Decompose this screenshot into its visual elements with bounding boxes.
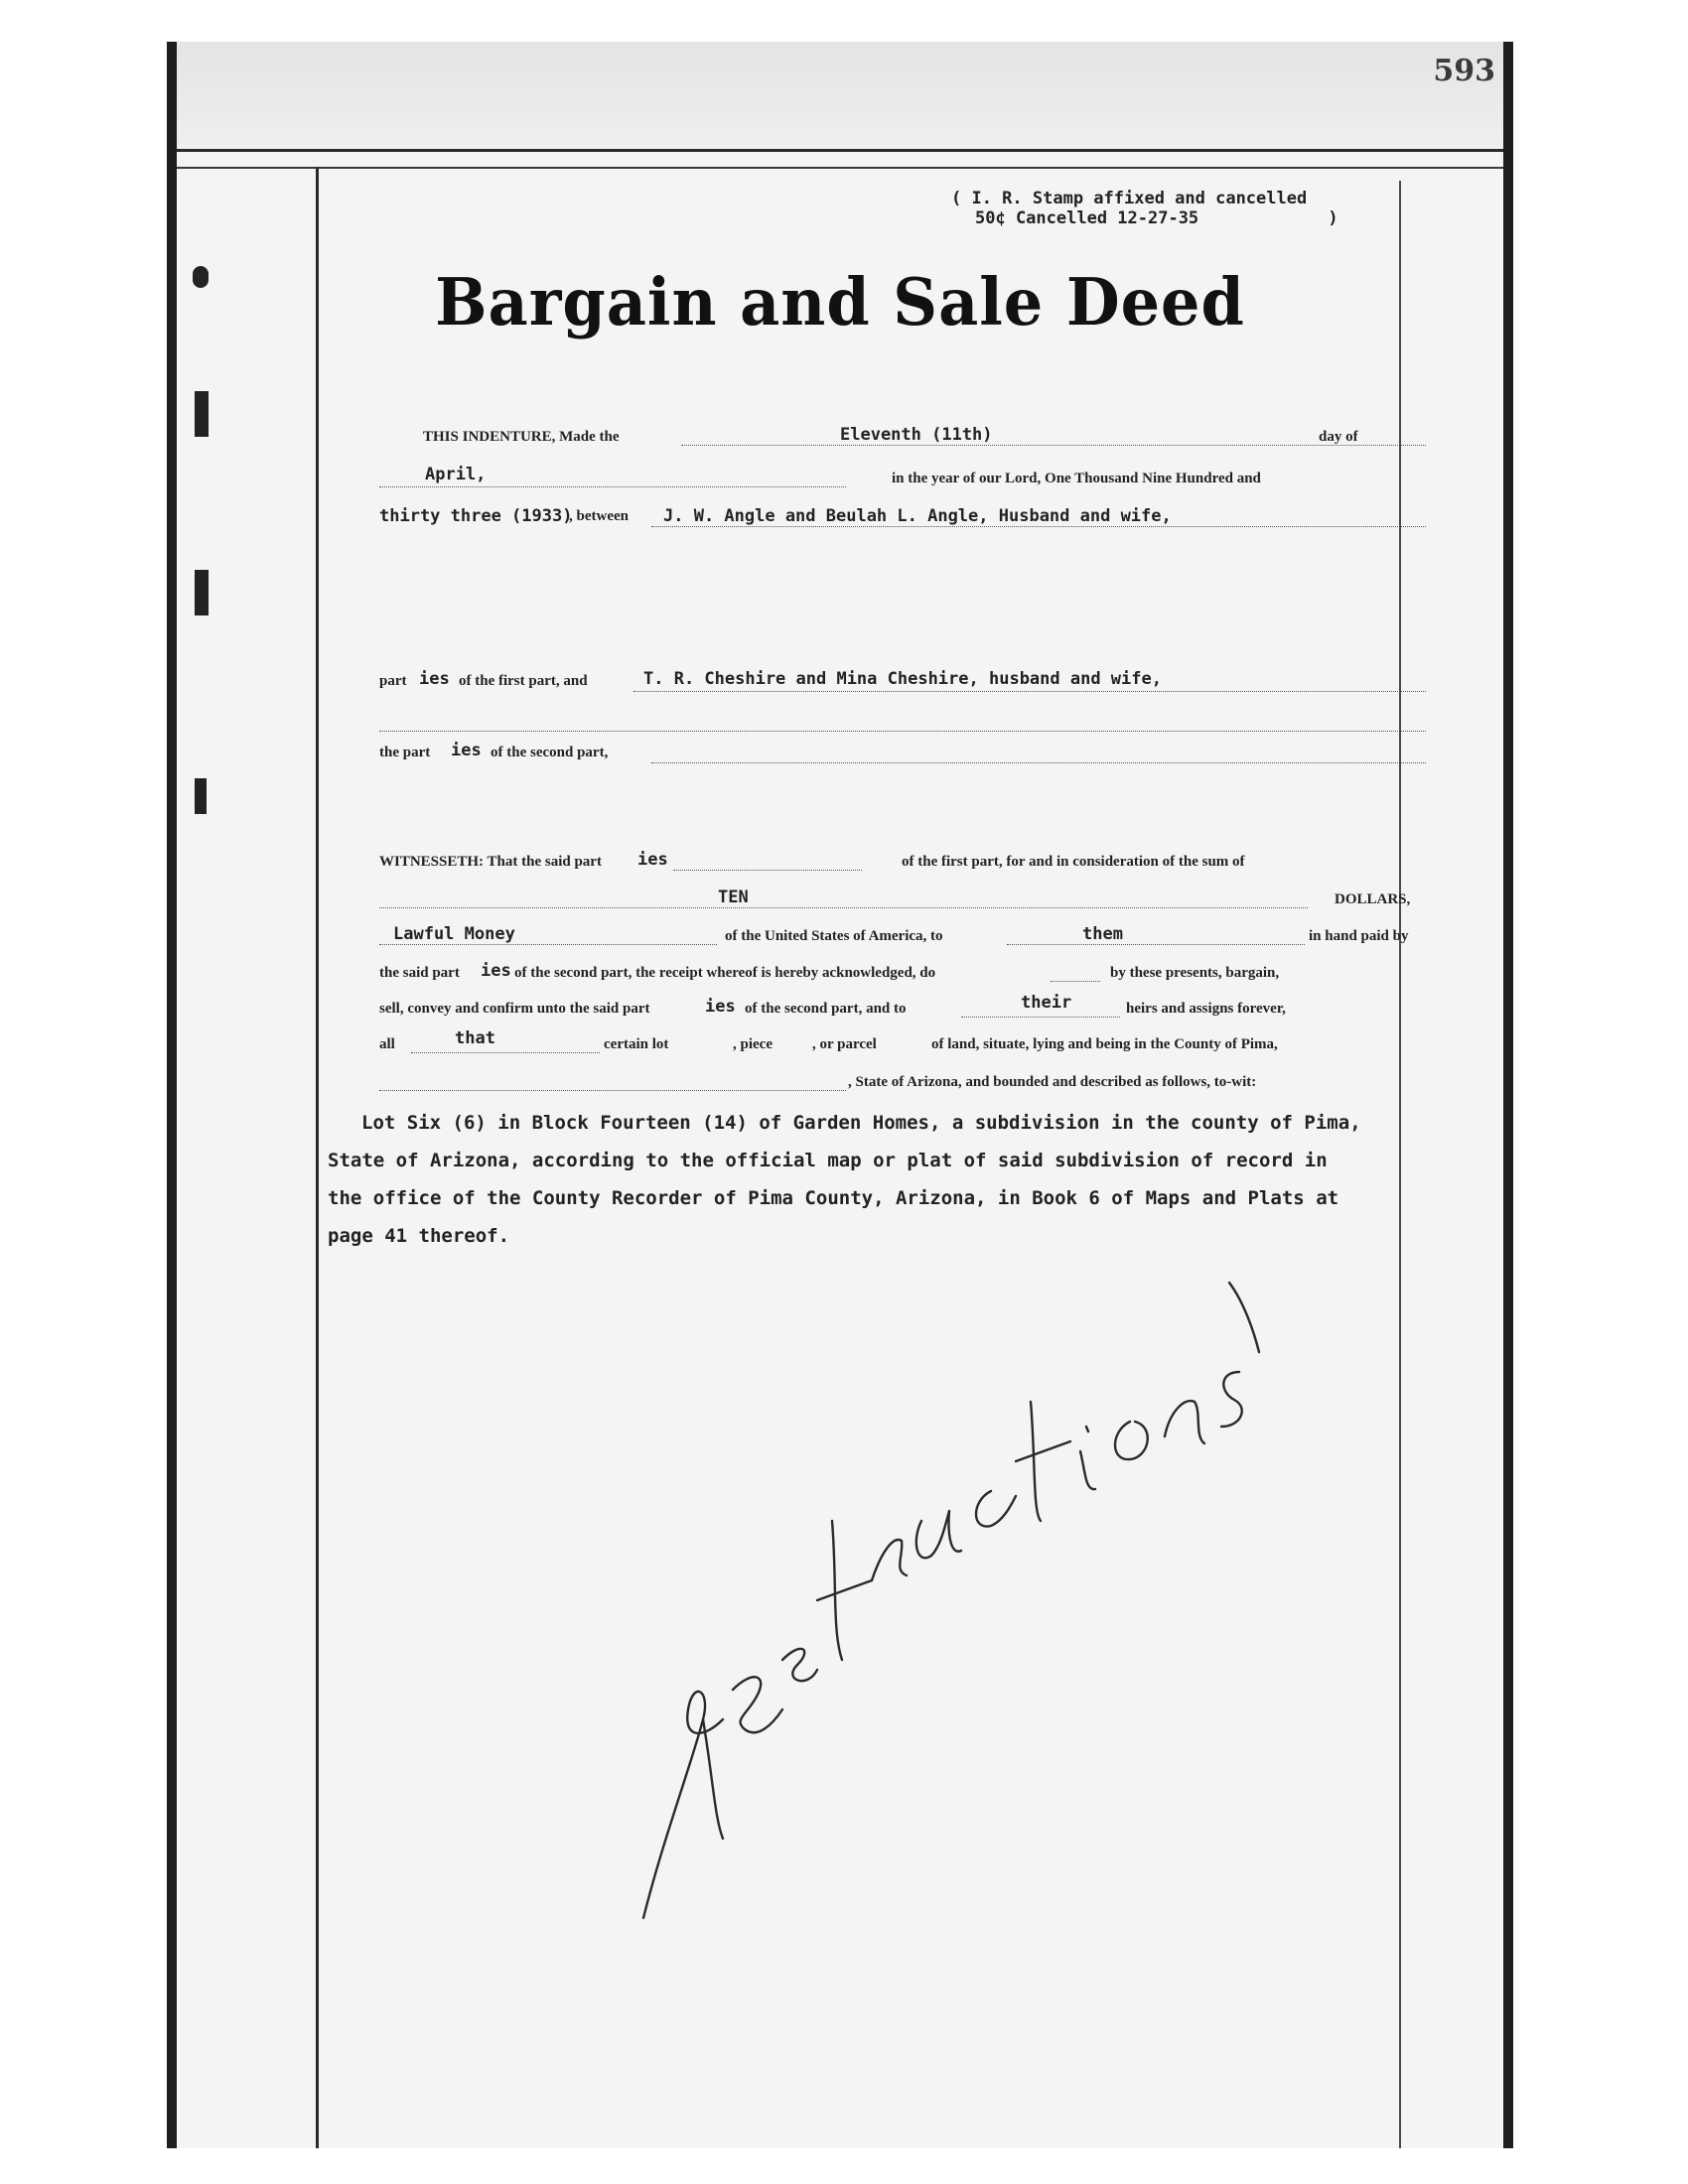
signature-stroke [1080,1427,1095,1489]
description-line: the office of the County Recorder of Pima County, Arizona, in Book 6 of Maps and Plats at [328,1187,1339,1209]
dotted-line [681,445,1426,446]
dotted-line [379,907,1308,908]
witnesseth-label: WITNESSETH: That the said part [379,854,602,870]
dotted-line [411,1052,600,1053]
amount-value: TEN [718,887,749,907]
money-value: Lawful Money [393,924,515,944]
indenture-row-1 [177,425,1368,459]
dotted-line [633,691,1426,692]
state-label: , State of Arizona, and bounded and described as follows, to-wit: [848,1074,1257,1090]
second-party-value: T. R. Cheshire and Mina Cheshire, husband and wife, [643,669,1162,689]
witnesseth-row-6 [177,1028,1368,1066]
binder-mark [195,778,207,814]
deed-title: Bargain and Sale Deed [435,264,1245,341]
second-and-to-label: of the second part, and to [745,1001,907,1017]
signature-stroke [1165,1401,1204,1443]
stamp-close-paren: ) [1328,208,1338,228]
dotted-line [379,1090,846,1091]
second-part-label: of the second part, [491,745,609,760]
dotted-line [379,486,846,487]
witnesseth-row-4 [177,961,1368,995]
indenture-row-3 [177,508,1368,538]
day-value: Eleventh (11th) [840,425,993,445]
between-label: , between [569,508,629,524]
handwritten-signature [633,1223,1348,1978]
signature-stroke [1115,1422,1148,1459]
year-value: thirty three (1933) [379,506,573,526]
dotted-line [651,526,1426,527]
all-label: all [379,1036,395,1052]
dotted-line [1007,944,1305,945]
witnesseth-row-5 [177,993,1368,1030]
witnesseth-row-3 [177,924,1409,958]
part-label: part [379,673,407,689]
dollars-label: DOLLARS, [1335,891,1411,907]
witnesseth-row-7 [177,1074,1368,1104]
presents-label: by these presents, bargain, [1110,965,1280,981]
dotted-line [673,870,862,871]
receipt-label: of the second part, the receipt whereof is hereby acknowledged, do [514,965,936,981]
stamp-cancel-text: 50¢ Cancelled 12-27-35 [975,208,1199,228]
binder-mark [195,570,209,615]
heirs-value: their [1021,993,1072,1013]
day-of-label: day of [1319,429,1358,445]
said-part-label: the said part [379,965,460,981]
the-part-label: the part [379,745,431,760]
certain-lot-label: certain lot [604,1036,669,1052]
first-part-suffix: ies [419,669,450,689]
signature-stroke [1229,1283,1259,1352]
second-part-row [177,741,1368,774]
usa-label: of the United States of America, to [725,928,943,944]
month-value: April, [425,465,487,484]
first-part-label: of the first part, and [459,673,588,689]
deed-page [167,42,1513,2148]
sell-label: sell, convey and confirm unto the said part [379,1001,650,1017]
year-label: in the year of our Lord, One Thousand Nine Hundred and [892,471,1261,486]
indenture-row-2 [177,465,1368,500]
made-the-label: THIS INDENTURE, Made the [423,429,620,445]
description-line: Lot Six (6) in Block Fourteen (14) of Garden Homes, a subdivision in the county of Pima, [361,1112,1361,1134]
revenue-stamp-note [951,189,1368,228]
blank-dotted-line [379,731,1426,732]
dotted-line [651,762,1426,763]
piece-label: , piece [733,1036,773,1052]
dotted-line [961,1017,1120,1018]
first-party-value: J. W. Angle and Beulah L. Angle, Husband and wife, [663,506,1172,526]
description-line: State of Arizona, according to the official map or plat of said subdivision of record in [328,1150,1328,1171]
that-value: that [455,1028,495,1048]
parcel-label: , or parcel [812,1036,877,1052]
description-line: page 41 thereof. [328,1225,510,1247]
said-part-suffix: ies [481,961,511,981]
left-margin-rule [316,167,319,2148]
dotted-line [379,944,717,945]
hand-paid-label: in hand paid by [1309,928,1409,944]
second-rule [177,167,1503,169]
top-rule [177,149,1503,152]
to-value: them [1082,924,1123,944]
witnesseth-suffix: ies [637,850,668,870]
witnesseth-row-1 [177,850,1368,884]
first-part-row [177,669,1368,703]
witnesseth-row-2 [177,887,1411,921]
page-number: 593 [1433,54,1495,88]
scan-header-band [177,42,1503,149]
stamp-line-2 [951,208,1368,228]
second-part-suffix: ies [451,741,482,760]
land-label: of land, situate, lying and being in the County of Pima, [931,1036,1278,1052]
signature-stroke [1221,1372,1242,1427]
consideration-label: of the first part, for and in consideration of the sum of [902,854,1245,870]
heirs-label: heirs and assigns forever, [1126,1001,1286,1017]
stamp-line-1: ( I. R. Stamp affixed and cancelled [951,189,1308,208]
sell-suffix: ies [705,997,736,1017]
dotted-line [1051,981,1100,982]
